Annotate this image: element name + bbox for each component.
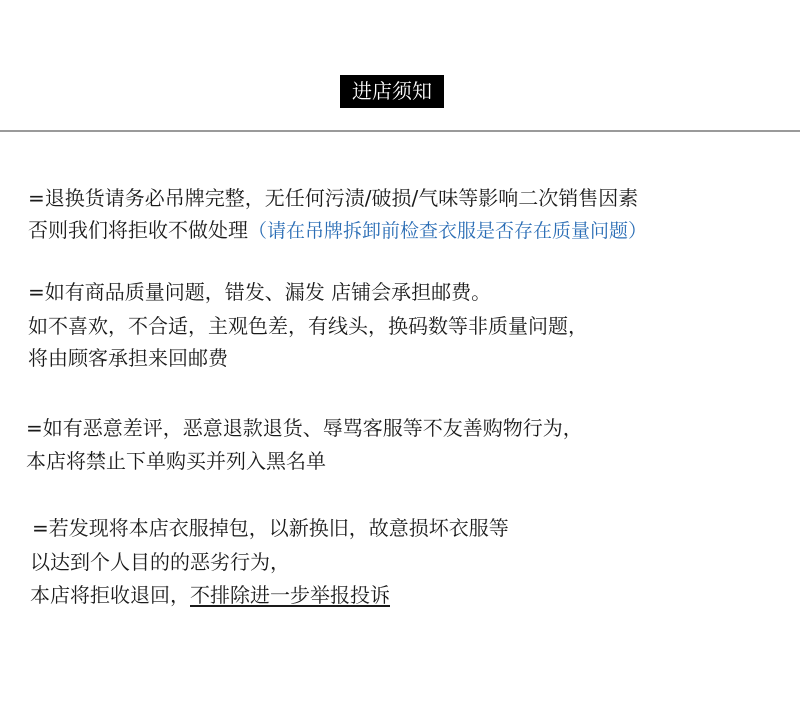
swap-policy-line-1: =若发现将本店衣服掉包，以新换旧，故意损坏衣服等 bbox=[32, 516, 509, 540]
blacklist-policy-line-2: 本店将禁止下单购买并列入黑名单 bbox=[26, 449, 326, 473]
page-title: 进店须知 bbox=[340, 75, 444, 108]
return-policy-line-1: =退换货请务必吊牌完整，无任何污渍/破损/气味等影响二次销售因素 bbox=[28, 186, 639, 210]
report-warning: 不排除进一步举报投诉 bbox=[190, 583, 390, 607]
return-policy-note: （请在吊牌拆卸前检查衣服是否存在质量问题） bbox=[248, 220, 648, 242]
swap-policy-text: 本店将拒收退回， bbox=[30, 583, 190, 607]
return-policy-text: 否则我们将拒收不做处理 bbox=[28, 218, 248, 242]
swap-policy-line-2: 以达到个人目的的恶劣行为， bbox=[30, 550, 290, 574]
shipping-policy-line-3: 将由顾客承担来回邮费 bbox=[28, 346, 228, 370]
shipping-policy-line-2: 如不喜欢，不合适，主观色差，有线头，换码数等非质量问题， bbox=[28, 314, 588, 338]
return-policy-line-2 bbox=[28, 216, 647, 245]
blacklist-policy-line-1: =如有恶意差评，恶意退款退货、辱骂客服等不友善购物行为， bbox=[26, 416, 583, 440]
shipping-policy-line-1: =如有商品质量问题，错发、漏发 店铺会承担邮费。 bbox=[28, 280, 492, 304]
divider bbox=[0, 130, 800, 132]
swap-policy-line-3 bbox=[30, 581, 390, 609]
